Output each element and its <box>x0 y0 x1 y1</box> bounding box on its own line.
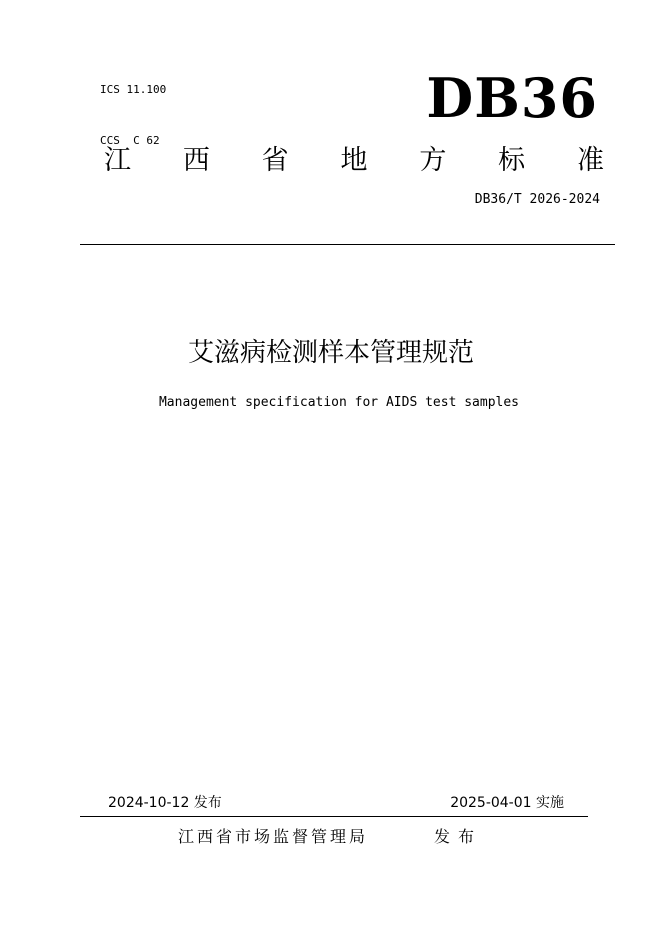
ics-code: ICS 11.100 <box>100 83 167 96</box>
issuing-authority: 江西省市场监督管理局 <box>178 827 369 846</box>
top-divider <box>80 244 615 245</box>
bottom-divider <box>80 816 588 817</box>
standard-type-char: 地 <box>340 144 368 176</box>
standard-type-char: 西 <box>182 144 210 176</box>
ccs-code: CCS C 62 <box>100 134 160 147</box>
standard-type-char: 标 <box>498 144 526 176</box>
standard-type-char: 准 <box>576 144 604 176</box>
issue-date: 2024-10-12 发布 <box>108 795 222 811</box>
standard-type-char: 江 <box>104 144 131 176</box>
publish-label: 发布 <box>434 827 483 846</box>
standard-number: DB36/T 2026-2024 <box>474 192 600 207</box>
standard-type <box>104 138 604 176</box>
title-english: Management specification for AIDS test samples <box>158 395 520 410</box>
standard-type-char: 方 <box>419 144 447 176</box>
implementation-date: 2025-04-01 实施 <box>450 795 564 811</box>
standard-type-char: 省 <box>261 144 289 176</box>
standard-code: DB36 <box>426 66 598 130</box>
title-chinese: 艾滋病检测样本管理规范 <box>187 338 474 368</box>
